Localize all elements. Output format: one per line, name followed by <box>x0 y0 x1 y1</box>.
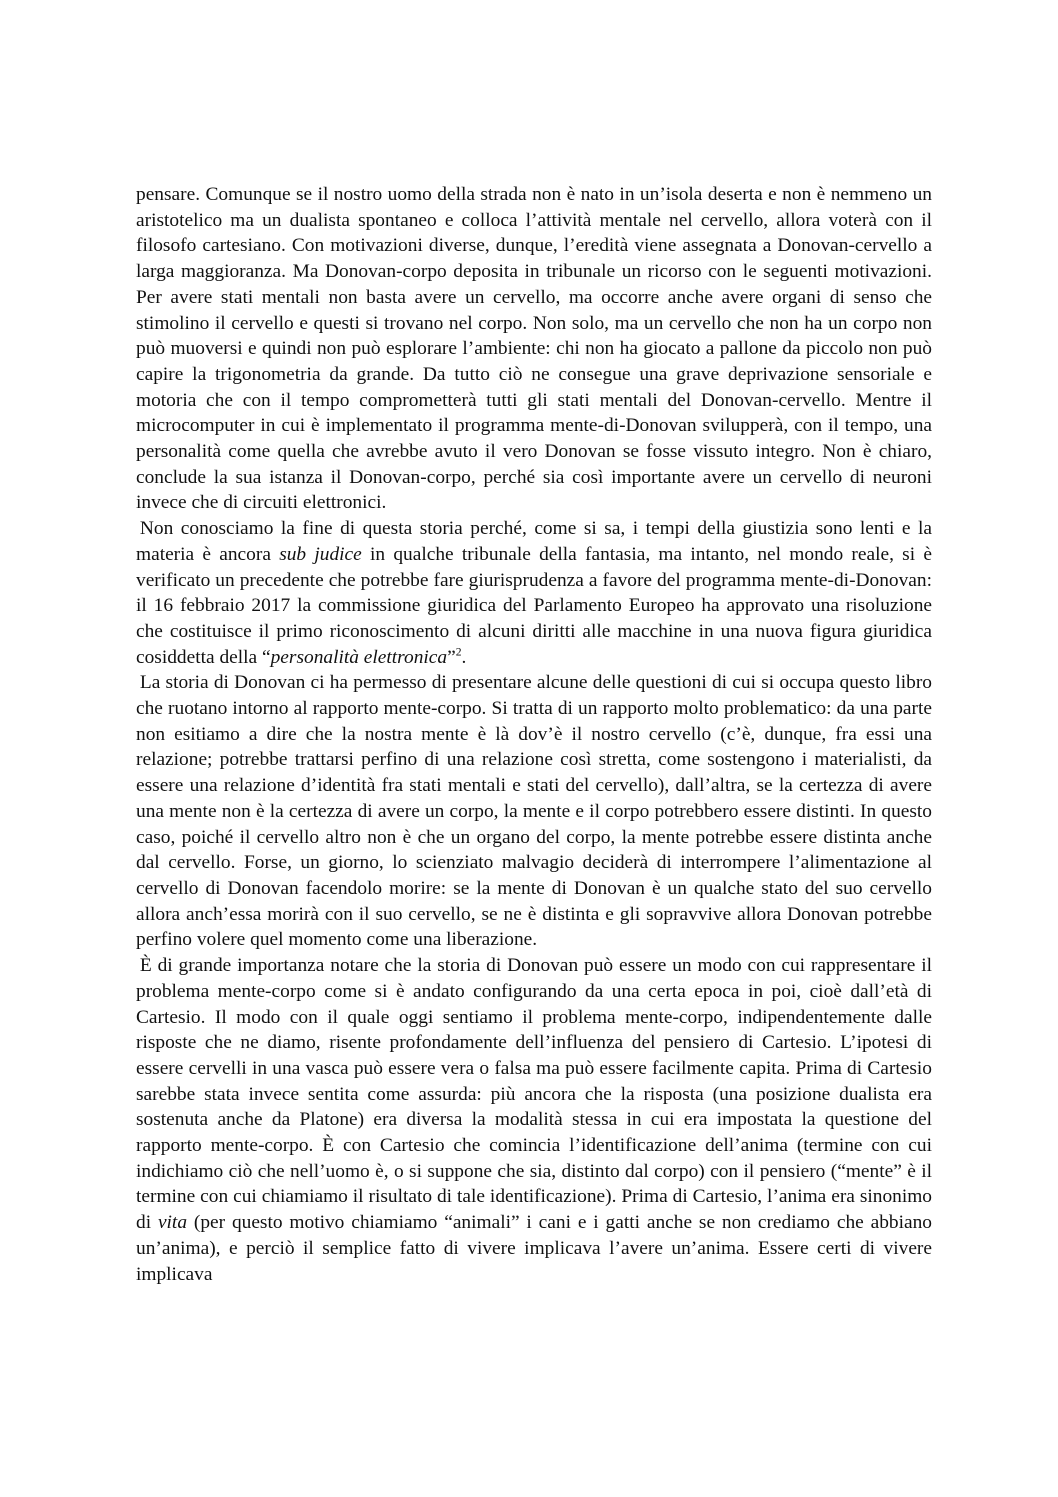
paragraph-2-italic-a: sub judice <box>279 543 362 565</box>
paragraph-4 <box>136 953 932 1287</box>
paragraph-2 <box>136 516 932 670</box>
paragraph-2-text-d: . <box>461 646 467 668</box>
paragraph-4-text-b: (per questo motivo chiamiamo “animali” i cani e i gatti anche se non crediamo che abbiano un’anima), e perciò il semplice fatto di vivere implicava l’avere un’anima. Essere certi di vivere implicava <box>136 1212 932 1285</box>
paragraph-2-text-b: in qualche tribunale della fantasia, ma intanto, nel mondo reale, si è verificato un precedente che potrebbe fare giurisprudenza a favore del programma mente-di-Donovan: il 16 febbraio 2017 la commissione giuridica del Parlamento Europeo ha approvato una risoluzione che costituisce il primo riconoscimento di alcuni diritti alle macchine in una nuova figura giuridica cosiddetta della “ <box>136 543 932 668</box>
paragraph-3 <box>136 670 932 953</box>
paragraph-3-text: La storia di Donovan ci ha permesso di presentare alcune delle questioni di cui si occupa questo libro che ruotano intorno al rapporto mente-corpo. Si tratta di un rapporto molto problematico: da una parte non esitiamo a dire che la nostra mente è là dov’è il nostro cervello (c’è, dunque, fra essi una relazione; potrebbe trattarsi perfino di una relazione così stretta, come sostengono i materialisti, da essere una relazione d’identità fra stati mentali e stati del cervello), dall’altra, se la certezza di avere una mente non è la certezza di avere un corpo, la mente e il corpo potrebbero essere distinti. In questo caso, poiché il cervello altro non è che un organo del corpo, la mente potrebbe essere distinta anche dal cervello. Forse, un giorno, lo scienziato malvagio deciderà di interrompere l’alimentazione al cervello di Donovan facendolo morire: se la mente di Donovan è un qualche stato del suo cervello allora anch’essa morirà con il suo cervello, se ne è distinta e gli sopravvive allora Donovan potrebbe perfino volere quel momento come una liberazione. <box>136 672 932 951</box>
paragraph-4-text-a: È di grande importanza notare che la storia di Donovan può essere un modo con cui rappresentare il problema mente-corpo come si è andato configurando da una certa epoca in poi, cioè dall’età di Cartesio. Il modo con il quale oggi sentiamo il problema mente-corpo, indipendentemente dalle risposte che ne diamo, risente profondamente dell’influenza del pensiero di Cartesio. L’ipotesi di essere cervelli in una vasca può essere vera o falsa ma può essere facilmente capita. Prima di Cartesio sarebbe stata invece sentita come assurda: più ancora che la risposta (una posizione dualista era sostenuta anche da Platone) era diversa la modalità stessa in cui era impostata la questione del rapporto mente-corpo. È con Cartesio che comincia l’identificazione dell’anima (termine con cui indichiamo ciò che nell’uomo è, o si suppone che sia, distinto dal corpo) con il pensiero (“mente” è il termine con cui chiamiamo il risultato di tale identificazione). Prima di Cartesio, l’anima era sinonimo di <box>136 955 932 1234</box>
page-body <box>136 182 932 1287</box>
paragraph-2-italic-b: personalità elettronica <box>270 646 448 668</box>
paragraph-1-text: pensare. Comunque se il nostro uomo della strada non è nato in un’isola deserta e non è nemmeno un aristotelico ma un dualista spontaneo e colloca l’attività mentale nel cervello, allora voterà con il filosofo cartesiano. Con motivazioni diverse, dunque, l’eredità viene assegnata a Donovan-cervello a larga maggioranza. Ma Donovan-corpo deposita in tribunale un ricorso con le seguenti motivazioni. Per avere stati mentali non basta avere un cervello, ma occorre anche avere organi di senso che stimolino il cervello e questi si trovano nel corpo. Non solo, ma un cervello che non ha un corpo non può muoversi e quindi non può esplorare l’ambiente: chi non ha giocato a pallone da piccolo non può capire la trigonometria da grande. Da tutto ciò ne consegue una grave deprivazione sensoriale e motoria che con il tempo comprometterà tutti gli stati mentali del Donovan-cervello. Mentre il microcomputer in cui è implementato il programma mente-di-Donovan svilupperà, con il tempo, una personalità come quella che avrebbe avuto il vero Donovan se fosse vissuto integro. Non è chiaro, conclude la sua istanza il Donovan-corpo, perché sia così importante avere un cervello di neuroni invece che di circuiti elettronici. <box>136 184 932 514</box>
footnote-marker: 2 <box>455 645 462 659</box>
paragraph-2-text-a: Non conosciamo la fine di questa storia perché, come si sa, i tempi della giustizia sono lenti e la materia è ancora <box>136 518 932 565</box>
paragraph-2-text-c: ” <box>447 646 456 668</box>
paragraph-4-italic-a: vita <box>157 1212 188 1234</box>
paragraph-1 <box>136 182 932 516</box>
